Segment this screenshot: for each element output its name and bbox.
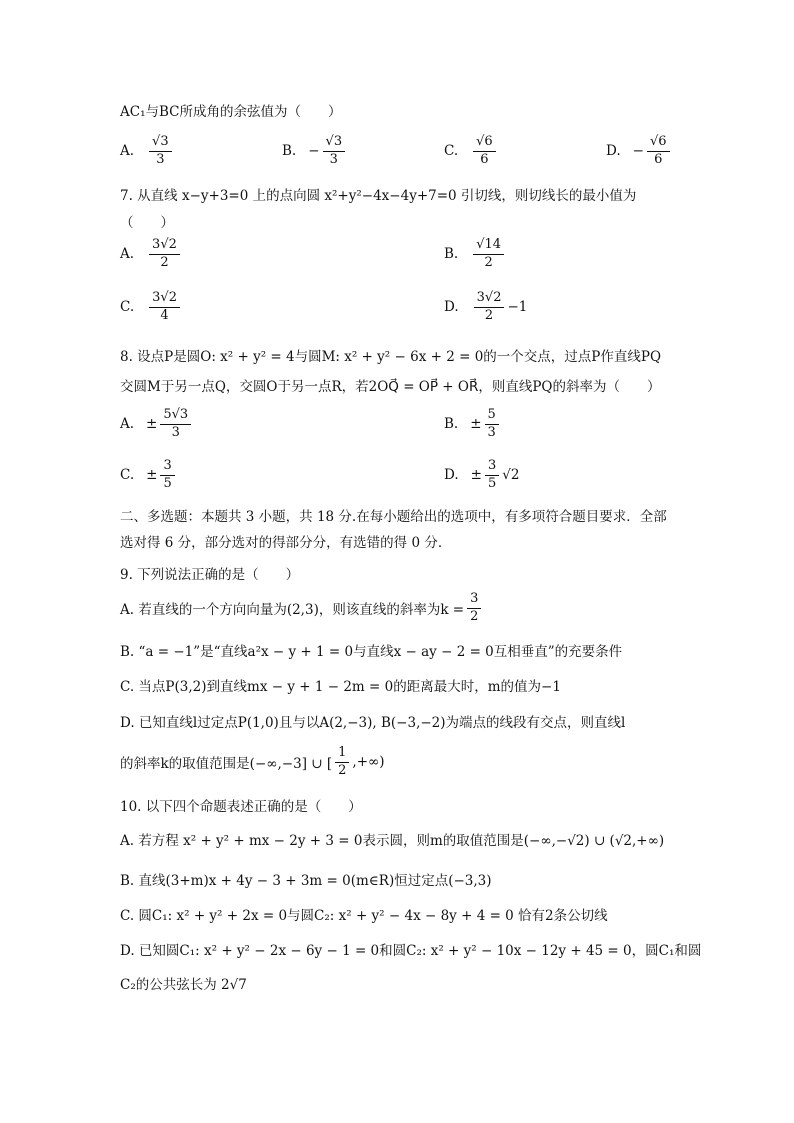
frac-num: 3√2	[149, 238, 180, 255]
option-fraction	[474, 291, 505, 324]
option-tail: −1	[507, 299, 528, 316]
frac-den: 2	[470, 608, 479, 624]
q8-option-b	[444, 408, 502, 441]
option-fraction	[467, 592, 481, 625]
q9-option-d-line2	[120, 746, 385, 779]
option-fraction	[473, 238, 504, 271]
frac-num: 3√2	[474, 291, 505, 308]
frac-den: 4	[160, 307, 169, 323]
frac-den: 6	[654, 151, 663, 167]
q6-stem-tail: AC₁与BC所成角的余弦值为（ ）	[120, 104, 342, 120]
frac-num: √14	[473, 238, 504, 255]
frac-num: 5	[485, 408, 499, 425]
q10-option-c: C. 圆C₁: x² + y² + 2x = 0与圆C₂: x² + y² − 4x − 8y + 4 = 0 恰有2条公切线	[120, 908, 608, 924]
q6-option-a	[120, 135, 175, 168]
q10-option-d-line1: D. 已知圆C₁: x² + y² − 2x − 6y − 1 = 0和圆C₂: x² + y² − 10x − 12y + 45 = 0，圆C₁和圆	[120, 943, 702, 959]
q7-stem: 7. 从直线 x−y+3=0 上的点向圆 x²+y²−4x−4y+7=0 引切线，则切线长的最小值为	[120, 188, 637, 204]
frac-num: √6	[647, 135, 670, 152]
frac-den: 5	[487, 475, 497, 491]
option-label: C.	[444, 143, 459, 160]
frac-den: 2	[160, 254, 169, 270]
frac-num: 3	[160, 459, 174, 476]
option-sign: −	[308, 143, 320, 160]
frac-num: √6	[473, 135, 496, 152]
frac-den: 3	[329, 151, 338, 167]
option-fraction	[149, 291, 180, 324]
option-fraction	[160, 408, 191, 441]
frac-den: 3	[487, 424, 496, 440]
q8-option-c	[120, 459, 178, 492]
frac-num: 3√2	[149, 291, 180, 308]
option-tail: √2	[502, 467, 520, 484]
frac-den: 5	[163, 475, 172, 491]
option-prefix: ±	[146, 467, 158, 484]
q9-stem: 9. 下列说法正确的是（ ）	[120, 567, 300, 583]
option-label: B.	[282, 143, 297, 160]
option-prefix: ±	[470, 416, 482, 433]
option-label: C.	[120, 467, 135, 484]
option-label: C.	[120, 299, 135, 316]
q8-stem: 8. 设点P是圆O: x² + y² = 4与圆M: x² + y² − 6x + 2 = 0的一个交点，过点P作直线PQ	[120, 349, 662, 365]
q8-option-a	[120, 408, 194, 441]
frac-den: 2	[484, 307, 494, 323]
q9-option-b: B. “a = −1”是“直线a²x − y + 1 = 0与直线x − ay − 2 = 0互相垂直”的充要条件	[120, 644, 623, 660]
option-fraction	[473, 135, 496, 168]
option-text: A. 若直线的一个方向向量为(2,3)，则该直线的斜率为k =	[120, 602, 465, 619]
q6-option-d	[606, 135, 673, 168]
q7-option-c	[120, 291, 183, 324]
q10-option-a: A. 若方程 x² + y² + mx − 2y + 3 = 0表示圆，则m的取值范围是(−∞,−√2) ∪ (√2,+∞)	[120, 833, 665, 849]
option-label: D.	[444, 299, 459, 316]
option-label: B.	[444, 246, 459, 263]
option-sign: −	[632, 143, 644, 160]
q7-option-b	[444, 238, 507, 271]
q6-option-b	[282, 135, 348, 168]
frac-den: 2	[484, 254, 493, 270]
q6-option-c	[444, 135, 499, 168]
frac-num: √3	[323, 135, 346, 152]
option-label: B.	[444, 416, 459, 433]
option-fraction	[335, 746, 349, 779]
q9-option-c: C. 当点P(3,2)到直线mx − y + 1 − 2m = 0的距离最大时，m的值为−1	[120, 679, 561, 695]
option-label: A.	[120, 416, 135, 433]
q9-option-a	[120, 592, 484, 625]
frac-den: 6	[480, 151, 489, 167]
frac-num: 3	[485, 459, 499, 476]
frac-num: √3	[149, 135, 172, 152]
option-label: D.	[444, 467, 459, 484]
option-prefix: ±	[470, 467, 482, 484]
frac-num: 3	[467, 592, 481, 609]
q10-option-b: B. 直线(3+m)x + 4y − 3 + 3m = 0(m∈R)恒过定点(−3,3)	[120, 873, 492, 889]
option-text: 的斜率k的取值范围是(−∞,−3] ∪ [	[120, 756, 333, 773]
frac-den: 2	[338, 762, 347, 778]
q7-option-d	[444, 291, 527, 324]
q8-stem-2: 交圆M于另一点Q，交圆O于另一点R，若2OQ⃗ = OP⃗ + OR⃗，则直线PQ的斜率为（ ）	[120, 379, 661, 395]
option-fraction	[323, 135, 346, 168]
q10-option-d-line2: C₂的公共弦长为 2√7	[120, 977, 247, 993]
option-label: D.	[606, 143, 621, 160]
q8-option-d	[444, 459, 519, 492]
q10-stem: 10. 以下四个命题表述正确的是（ ）	[120, 799, 362, 815]
frac-num: 1	[335, 746, 349, 763]
option-fraction	[149, 135, 172, 168]
option-fraction	[647, 135, 670, 168]
q9-option-d-line1: D. 已知直线l过定点P(1,0)且与以A(2,−3), B(−3,−2)为端点的线段有交点，则直线l	[120, 715, 626, 731]
q7-option-a	[120, 238, 183, 271]
frac-num: 5√3	[160, 408, 191, 425]
q7-stem-2: （ ）	[120, 215, 174, 231]
frac-den: 3	[156, 151, 165, 167]
option-label: A.	[120, 246, 135, 263]
frac-den: 3	[171, 424, 180, 440]
option-fraction	[485, 408, 499, 441]
option-fraction	[485, 459, 499, 492]
option-fraction	[160, 459, 174, 492]
section-2-heading: 二、多选题：本题共 3 小题，共 18 分.在每小题给出的选项中，有多项符合题目要求．全部选对得 6 分，部分选对的得部分分，有选错的得 0 分．	[120, 509, 667, 551]
option-fraction	[149, 238, 180, 271]
option-prefix: ±	[146, 416, 158, 433]
option-text-end: ,+∞)	[352, 754, 385, 771]
option-label: A.	[120, 143, 135, 160]
